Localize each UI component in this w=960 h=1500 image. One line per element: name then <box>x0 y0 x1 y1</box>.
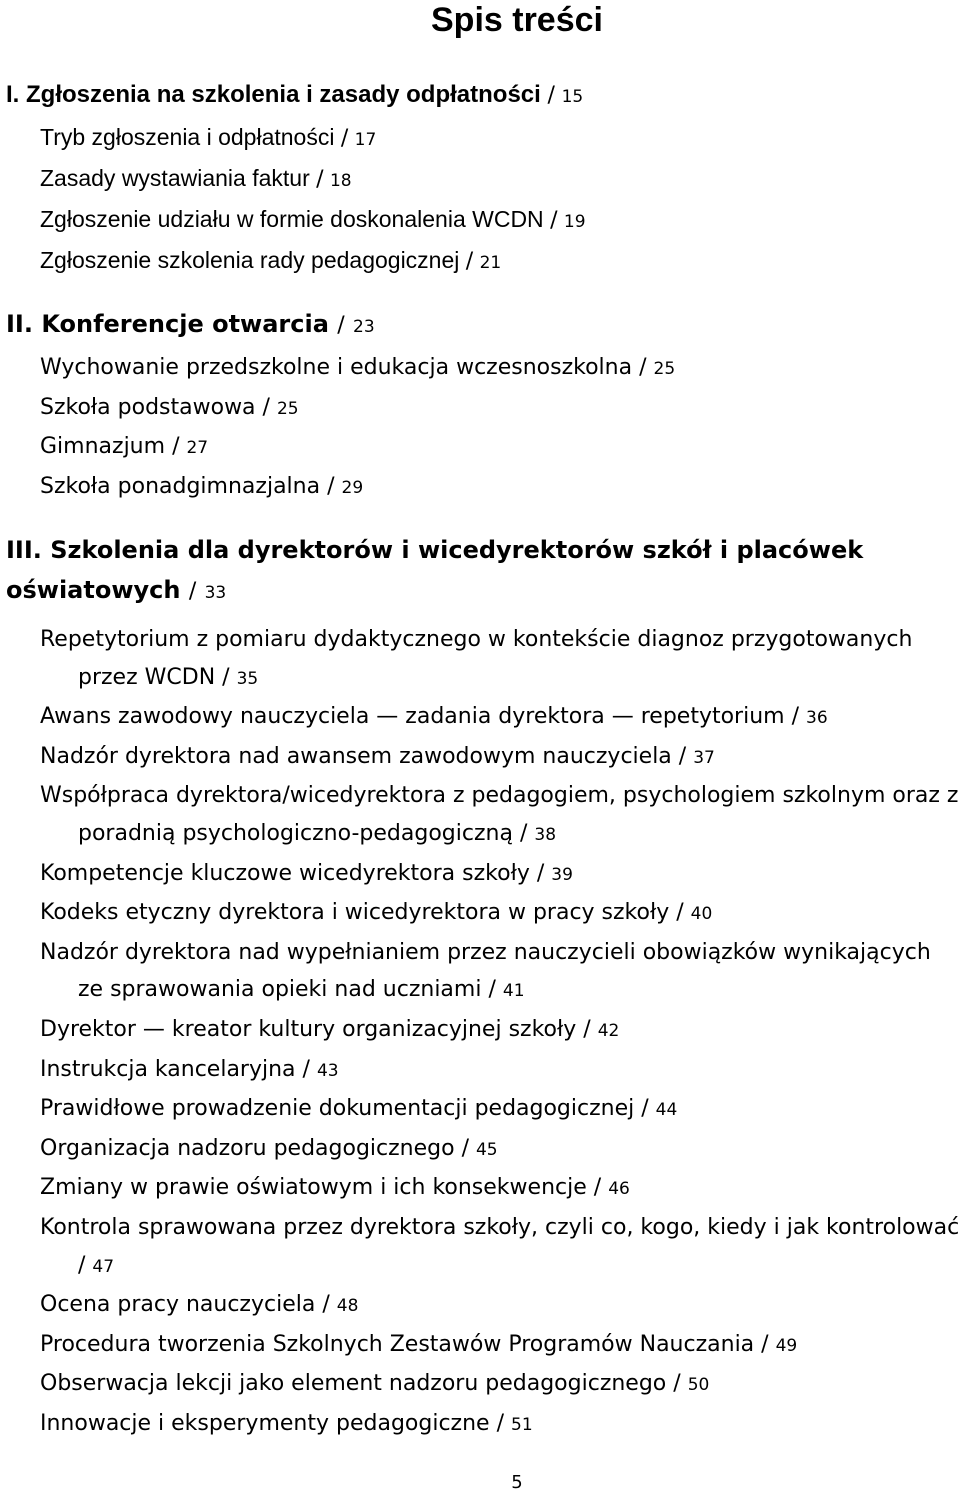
page-ref: 40 <box>690 904 713 925</box>
page-ref: 25 <box>653 359 676 379</box>
page-ref: 50 <box>687 1375 710 1396</box>
page-ref: 15 <box>561 87 584 107</box>
toc-item-text: Awans zawodowy nauczyciela — zadania dyrektora — repetytorium <box>40 704 785 730</box>
toc-item-text: Obserwacja lekcji jako element nadzoru pedagogicznego <box>40 1371 667 1397</box>
toc-item-text: Organizacja nadzoru pedagogicznego <box>40 1135 455 1161</box>
toc-item-text: Nadzór dyrektora nad wypełnianiem przez nauczycieli obowiązków wynikających ze sprawowania opieki nad uczniami <box>40 939 931 1003</box>
toc-item-text: Kodeks etyczny dyrektora i wicedyrektora w pracy szkoły <box>40 900 670 926</box>
page-ref: 21 <box>479 253 502 273</box>
page-ref: 44 <box>655 1100 678 1121</box>
page-ref: 48 <box>336 1296 359 1317</box>
separator: / <box>488 977 496 1003</box>
separator: / <box>761 1331 769 1357</box>
toc-list <box>0 349 960 507</box>
toc-item <box>0 241 960 282</box>
toc-item-text: Instrukcja kancelaryjna <box>40 1056 296 1082</box>
separator: / <box>593 1175 602 1201</box>
separator: / <box>188 579 197 604</box>
page-ref: 23 <box>353 317 375 337</box>
toc-item <box>0 738 960 778</box>
toc-item-text: Gimnazjum <box>40 434 166 459</box>
page-ref: 45 <box>475 1139 498 1160</box>
toc-item-text: Ocena pracy nauczyciela <box>40 1292 316 1318</box>
page-ref: 36 <box>806 708 828 729</box>
toc-item-text: Dyrektor — kreator kultury organizacyjnej szkoły <box>40 1016 577 1042</box>
page-ref: 27 <box>186 438 209 458</box>
toc-item <box>0 1286 960 1326</box>
page-ref: 19 <box>563 212 586 232</box>
toc-list <box>0 118 960 282</box>
toc-item-text: Tryb zgłoszenia i odpłatności <box>40 124 335 150</box>
section-heading-text: I. Zgłoszenia na szkolenia i zasady odpłatności <box>6 81 541 108</box>
toc-item <box>0 389 960 429</box>
page-ref: 38 <box>534 824 557 845</box>
separator: / <box>316 167 324 192</box>
separator: / <box>676 900 684 926</box>
separator: / <box>340 126 349 151</box>
section-heading <box>0 302 960 349</box>
toc-item <box>0 1130 960 1170</box>
toc-item <box>0 1169 960 1209</box>
separator: / <box>78 1252 86 1278</box>
separator: / <box>639 355 647 380</box>
toc-item <box>0 934 960 1011</box>
section-heading-text: II. Konferencje otwarcia <box>6 310 329 338</box>
page-ref: 51 <box>511 1414 533 1435</box>
toc-item <box>0 1011 960 1051</box>
toc-item-text: Kompetencje kluczowe wicedyrektora szkoły <box>40 860 530 886</box>
toc-item <box>0 200 960 241</box>
toc-item-text: Prawidłowe prowadzenie dokumentacji pedagogicznej <box>40 1096 635 1122</box>
toc-item-text: Innowacje i eksperymenty pedagogiczne <box>40 1410 490 1436</box>
separator: / <box>673 1371 681 1397</box>
separator: / <box>519 820 528 846</box>
separator: / <box>302 1056 310 1082</box>
toc-section-3 <box>0 530 960 1444</box>
toc-item-text: Kontrola sprawowana przez dyrektora szkoły, czyli co, kogo, kiedy i jak kontrolować <box>40 1214 960 1240</box>
separator: / <box>465 249 474 274</box>
toc-item <box>0 159 960 200</box>
page-number: 5 <box>511 1472 523 1493</box>
page-ref: 29 <box>341 477 364 498</box>
page-ref: 49 <box>775 1335 798 1356</box>
separator: / <box>583 1016 591 1042</box>
toc-item-text: Współpraca dyrektora/wicedyrektora z pedagogiem, psychologiem szkolnym oraz z poradnią psychologiczno-pedagogiczną <box>40 783 959 846</box>
page-ref: 42 <box>597 1020 620 1041</box>
page-ref: 17 <box>354 130 377 150</box>
toc-item-text: Procedura tworzenia Szkolnych Zestawów Programów Nauczania <box>40 1331 755 1357</box>
page-ref: 43 <box>316 1060 339 1081</box>
toc-item <box>0 428 960 468</box>
toc-item <box>0 349 960 389</box>
page-title: Spis treści <box>431 1 603 39</box>
toc-item-text: Zgłoszenie szkolenia rady pedagogicznej <box>40 247 460 273</box>
section-heading <box>0 530 906 613</box>
page-ref: 18 <box>329 171 352 191</box>
toc-section-1 <box>0 74 960 282</box>
toc-item <box>0 621 960 698</box>
toc-item-text: Nadzór dyrektora nad awansem zawodowym nauczyciela <box>40 743 672 769</box>
separator: / <box>172 434 180 459</box>
toc-list <box>0 621 960 1444</box>
separator: / <box>547 83 555 108</box>
page-ref: 39 <box>551 864 573 885</box>
toc-item <box>0 1326 960 1366</box>
separator: / <box>536 860 545 886</box>
separator: / <box>322 1292 330 1318</box>
toc-item <box>0 777 960 854</box>
toc-item <box>0 118 960 159</box>
separator: / <box>222 664 230 690</box>
page-ref: 41 <box>502 981 525 1002</box>
separator: / <box>791 704 800 730</box>
separator: / <box>327 473 335 499</box>
page-ref: 47 <box>92 1256 115 1277</box>
toc-item <box>0 698 960 738</box>
toc-item-text: Szkoła ponadgimnazjalna <box>40 473 321 499</box>
page-ref: 35 <box>236 668 259 689</box>
toc-item-text: Zasady wystawiania faktur <box>40 165 310 191</box>
toc-item <box>0 468 960 508</box>
page-ref: 46 <box>608 1179 630 1200</box>
page-ref: 33 <box>204 583 227 603</box>
toc-item-text: Repetytorium z pomiaru dydaktycznego w kontekście diagnoz przygotowanych przez WCDN <box>40 627 913 690</box>
toc-item-text: Wychowanie przedszkolne i edukacja wczesnoszkolna <box>40 355 633 380</box>
separator: / <box>461 1135 469 1161</box>
toc-item <box>0 1209 960 1286</box>
toc-item-text: Zgłoszenie udziału w formie doskonalenia WCDN <box>40 206 544 232</box>
section-heading-text: III. Szkolenia dla dyrektorów i wicedyrektorów szkół i placówek oświatowych <box>6 536 864 604</box>
toc-item-text: Zmiany w prawie oświatowym i ich konsekwencje <box>40 1175 587 1201</box>
separator: / <box>496 1410 504 1436</box>
separator: / <box>550 208 558 233</box>
toc-item-text: Szkoła podstawowa <box>40 394 256 420</box>
section-heading <box>0 74 960 118</box>
page-ref: 37 <box>693 747 715 768</box>
separator: / <box>678 743 687 769</box>
page-ref: 25 <box>276 398 299 419</box>
separator: / <box>262 394 270 420</box>
toc-item <box>0 1051 960 1091</box>
toc-item <box>0 1405 960 1445</box>
toc-section-2 <box>0 302 960 507</box>
toc-item <box>0 1090 960 1130</box>
toc-item <box>0 855 960 895</box>
toc-item <box>0 1365 960 1405</box>
toc-item <box>0 894 960 934</box>
separator: / <box>337 313 345 338</box>
separator: / <box>641 1096 649 1122</box>
